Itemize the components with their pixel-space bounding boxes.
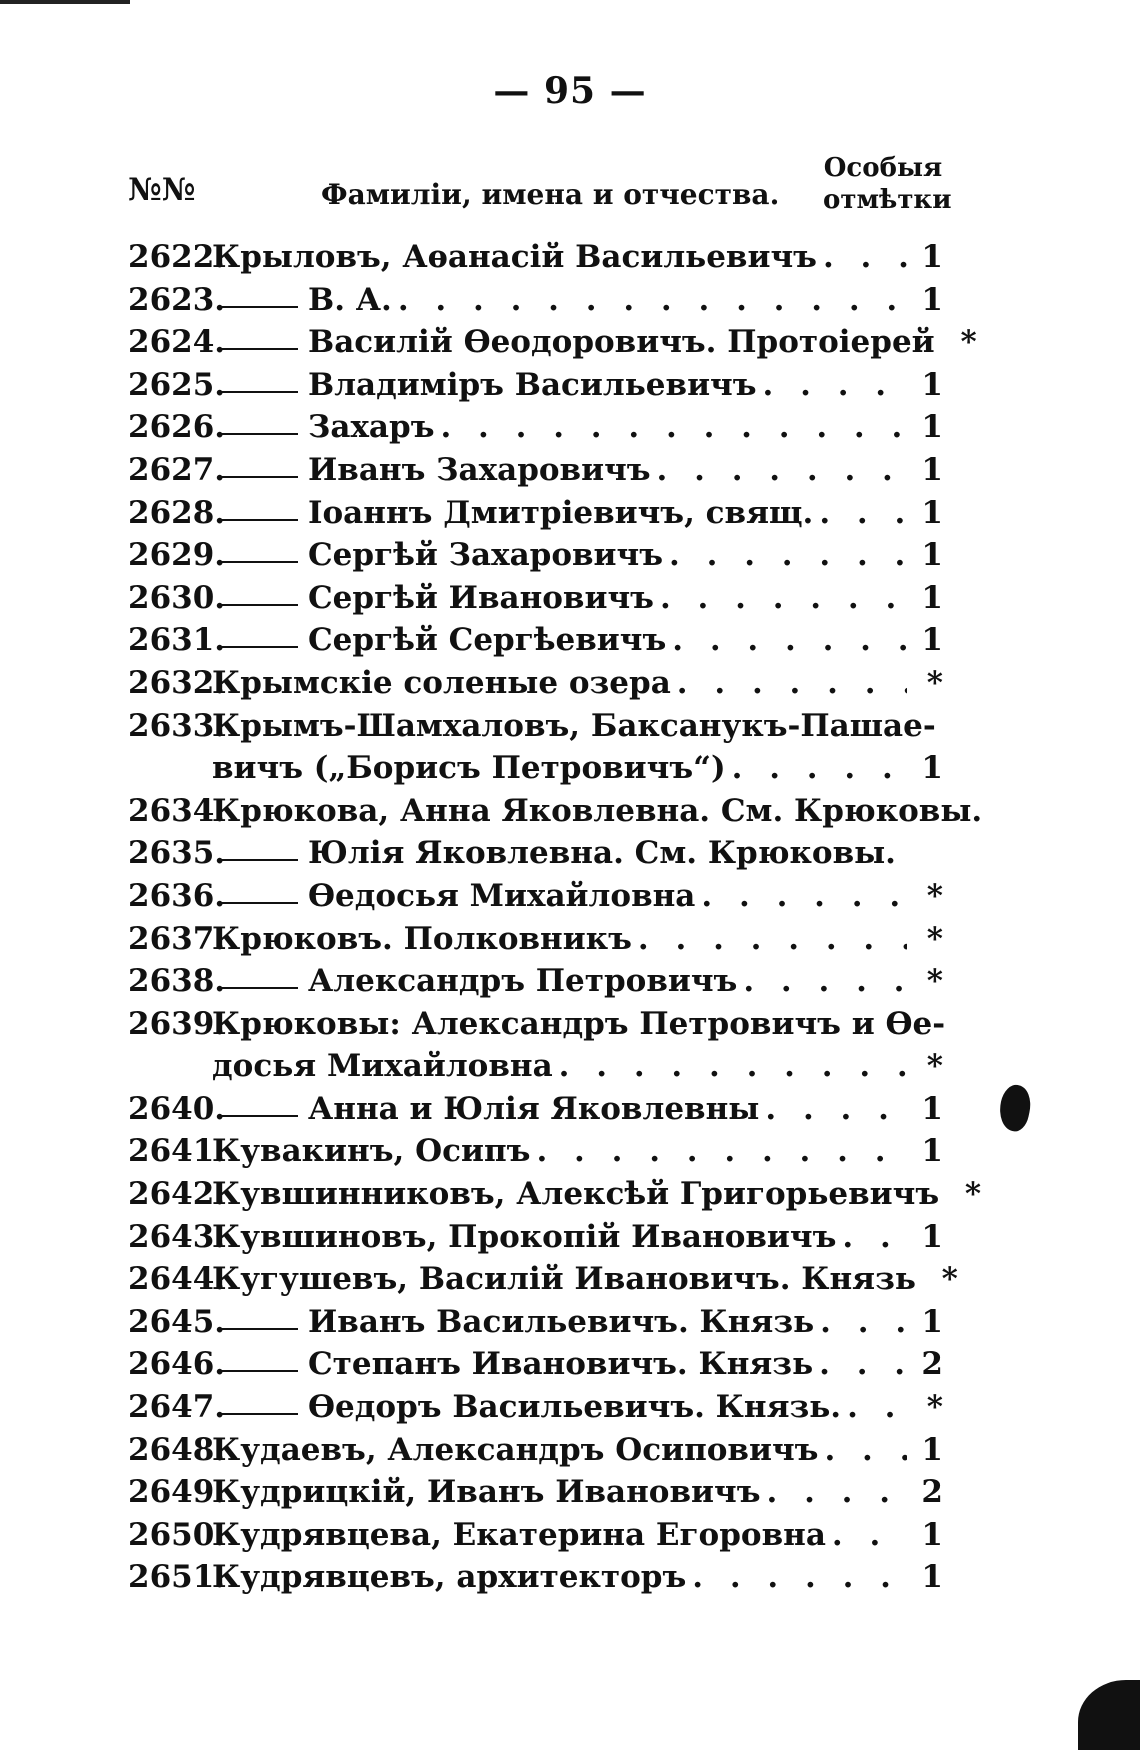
table-row bbox=[128, 790, 983, 833]
table-row bbox=[128, 279, 943, 322]
entry-number: 2650. bbox=[128, 1516, 226, 1553]
entry-name: Юлія Яковлевна. См. Крюковы. bbox=[308, 835, 896, 872]
leader-dots bbox=[757, 364, 907, 407]
table-row bbox=[128, 705, 943, 748]
leader-dots bbox=[760, 1471, 907, 1514]
table-row bbox=[128, 747, 943, 790]
entry-number: 2625. bbox=[128, 366, 226, 403]
table-row bbox=[128, 1386, 943, 1429]
entry-name: Крымскіе соленые озера bbox=[212, 664, 671, 701]
header-marks-line2: отмѣтки bbox=[823, 185, 952, 215]
entry-number: 2622. bbox=[128, 239, 226, 275]
leader-dots bbox=[651, 449, 907, 492]
entry-number: 2630. bbox=[128, 579, 226, 616]
table-row bbox=[128, 1045, 943, 1088]
entry-number: 2637. bbox=[128, 920, 226, 957]
table-row bbox=[128, 406, 943, 449]
entry-number: 2626. bbox=[128, 409, 226, 446]
entry-name: Кудрицкій, Иванъ Ивановичъ bbox=[212, 1474, 761, 1511]
entry-name: Василій Ѳеодоровичъ. Протоіерей bbox=[308, 324, 935, 361]
entry-mark: 1 bbox=[921, 622, 943, 659]
ditto-dash bbox=[220, 604, 298, 606]
entry-list bbox=[128, 236, 983, 1599]
entry-number: 2634. bbox=[128, 792, 226, 829]
entry-number: 2644. bbox=[128, 1261, 226, 1298]
entry-number: 2640. bbox=[128, 1090, 226, 1127]
table-row bbox=[128, 364, 943, 407]
entry-number: 2651. bbox=[128, 1559, 226, 1596]
entry-mark: 1 bbox=[921, 750, 943, 787]
leader-dots bbox=[818, 1429, 907, 1472]
entry-name: Захаръ bbox=[308, 409, 435, 446]
entry-number: 2648. bbox=[128, 1431, 226, 1468]
entry-name: Кудрявцевъ, архитекторъ bbox=[212, 1559, 687, 1596]
ditto-dash bbox=[220, 306, 298, 308]
entry-name: Сергѣй Сергѣевичъ bbox=[308, 622, 667, 659]
leader-dots bbox=[695, 875, 907, 918]
entry-name: Иванъ Васильевичъ. Князь bbox=[308, 1303, 815, 1340]
entry-number: 2647. bbox=[128, 1389, 226, 1426]
entry-mark: * bbox=[926, 877, 943, 914]
leader-dots bbox=[632, 918, 907, 961]
table-row bbox=[128, 577, 943, 620]
ditto-dash bbox=[220, 1328, 298, 1330]
entry-number: 2624. bbox=[128, 324, 226, 361]
entry-number: 2623. bbox=[128, 281, 226, 318]
leader-dots bbox=[759, 1088, 907, 1131]
header-name-column: Фамиліи, имена и отчества. bbox=[321, 178, 780, 211]
entry-name: Крюкова, Анна Яковлевна. См. Крюковы. bbox=[212, 792, 983, 829]
header-number-column: №№ bbox=[128, 172, 196, 208]
ditto-dash bbox=[220, 902, 298, 904]
table-row bbox=[128, 1216, 943, 1259]
table-row bbox=[128, 1088, 943, 1131]
leader-dots bbox=[553, 1045, 907, 1088]
entry-number: 2642. bbox=[128, 1176, 226, 1213]
entry-number: 2646. bbox=[128, 1346, 226, 1383]
ink-blot bbox=[996, 1082, 1035, 1133]
entry-name: Крюковъ. Полковникъ bbox=[212, 920, 632, 957]
table-row bbox=[128, 1301, 943, 1344]
leader-dots bbox=[826, 1514, 907, 1557]
entry-mark: 1 bbox=[921, 1516, 943, 1553]
entry-name: В. А. bbox=[308, 281, 392, 318]
entry-number: 2636. bbox=[128, 877, 226, 914]
table-row bbox=[128, 321, 977, 364]
table-row bbox=[128, 832, 943, 875]
ditto-dash bbox=[220, 859, 298, 861]
entry-mark: 1 bbox=[921, 1431, 943, 1468]
table-header bbox=[128, 150, 952, 230]
entry-mark: 1 bbox=[921, 239, 943, 275]
leader-dots bbox=[813, 1343, 907, 1386]
entry-mark: 1 bbox=[921, 1559, 943, 1596]
ditto-dash bbox=[220, 561, 298, 563]
entry-mark: 1 bbox=[921, 409, 943, 446]
ditto-dash bbox=[220, 391, 298, 393]
entry-name: Крыловъ, Аѳанасій Васильевичъ bbox=[212, 239, 817, 275]
table-row bbox=[128, 492, 943, 535]
leader-dots bbox=[654, 577, 907, 620]
entry-mark: * bbox=[926, 963, 943, 1000]
entry-mark: 1 bbox=[921, 1133, 943, 1170]
entry-mark: 1 bbox=[921, 366, 943, 403]
entry-mark: 1 bbox=[921, 281, 943, 318]
table-row bbox=[128, 960, 943, 1003]
table-row bbox=[128, 1173, 982, 1216]
entry-mark: * bbox=[926, 920, 943, 957]
entry-number: 2628. bbox=[128, 494, 226, 531]
leader-dots bbox=[726, 747, 907, 790]
entry-number: 2629. bbox=[128, 537, 226, 574]
entry-name: Крюковы: Александръ Петровичъ и Ѳе- bbox=[212, 1005, 946, 1042]
entry-name: Иванъ Захаровичъ bbox=[308, 451, 651, 488]
entry-name: Кудаевъ, Александръ Осиповичъ bbox=[212, 1431, 819, 1468]
table-row bbox=[128, 1003, 946, 1046]
ditto-dash bbox=[220, 646, 298, 648]
ditto-dash bbox=[220, 519, 298, 521]
ditto-dash bbox=[220, 1115, 298, 1117]
table-row bbox=[128, 875, 943, 918]
entry-mark: * bbox=[960, 324, 977, 361]
entry-mark: 2 bbox=[921, 1474, 943, 1511]
table-row bbox=[128, 1130, 943, 1173]
page-edge-mark bbox=[0, 0, 130, 4]
table-row bbox=[128, 1429, 943, 1472]
table-row bbox=[128, 1343, 943, 1386]
entry-mark: 1 bbox=[921, 1090, 943, 1127]
entry-number: 2635. bbox=[128, 835, 226, 872]
leader-dots bbox=[530, 1130, 907, 1173]
entry-number: 2627. bbox=[128, 451, 226, 488]
entry-name: Кудрявцева, Екатерина Егоровна bbox=[212, 1516, 826, 1553]
leader-dots bbox=[814, 1301, 907, 1344]
leader-dots bbox=[434, 406, 907, 449]
entry-number: 2633. bbox=[128, 707, 226, 744]
ditto-dash bbox=[220, 433, 298, 435]
entry-name: досья Михайловна bbox=[212, 1048, 553, 1085]
leader-dots bbox=[817, 236, 907, 279]
entry-name: Кувшиновъ, Прокопій Ивановичъ bbox=[212, 1218, 837, 1255]
entry-number: 2638. bbox=[128, 963, 226, 1000]
entry-mark: * bbox=[926, 664, 943, 701]
entry-name: Степанъ Ивановичъ. Князь bbox=[308, 1346, 814, 1383]
leader-dots bbox=[841, 1386, 907, 1429]
entry-name: Сергѣй Захаровичъ bbox=[308, 537, 664, 574]
leader-dots bbox=[737, 960, 907, 1003]
ditto-dash bbox=[220, 1370, 298, 1372]
table-row bbox=[128, 1471, 943, 1514]
entry-name: Кугушевъ, Василій Ивановичъ. Князь bbox=[212, 1261, 916, 1298]
leader-dots bbox=[686, 1556, 907, 1599]
entry-name: Сергѣй Ивановичъ bbox=[308, 579, 654, 616]
entry-number: 2649. bbox=[128, 1474, 226, 1511]
entry-mark: 1 bbox=[921, 494, 943, 531]
ditto-dash bbox=[220, 348, 298, 350]
entry-name: Кувшинниковъ, Алексѣй Григорьевичъ bbox=[212, 1176, 940, 1213]
entry-name: Ѳедосья Михайловна bbox=[308, 877, 696, 914]
table-row bbox=[128, 449, 943, 492]
table-row bbox=[128, 1556, 943, 1599]
entry-number: 2639. bbox=[128, 1005, 226, 1042]
leader-dots bbox=[663, 534, 907, 577]
page-corner-shadow bbox=[1078, 1680, 1140, 1750]
header-marks-column bbox=[823, 152, 952, 216]
leader-dots bbox=[813, 492, 907, 535]
entry-number: 2645. bbox=[128, 1303, 226, 1340]
entry-mark: * bbox=[926, 1389, 943, 1426]
page-number: — 95 — bbox=[493, 70, 647, 112]
entry-name: вичъ („Борисъ Петровичъ“) bbox=[212, 750, 726, 787]
entry-name: Анна и Юлія Яковлевны bbox=[308, 1090, 760, 1127]
entry-mark: 2 bbox=[921, 1346, 943, 1383]
entry-name: Александръ Петровичъ bbox=[308, 963, 738, 1000]
entry-mark: 1 bbox=[921, 579, 943, 616]
table-row bbox=[128, 918, 943, 961]
entry-mark: * bbox=[926, 1048, 943, 1085]
entry-name: Іоаннъ Дмитріевичъ, свящ. bbox=[308, 494, 814, 531]
leader-dots bbox=[671, 662, 907, 705]
entry-name: Владиміръ Васильевичъ bbox=[308, 366, 757, 403]
leader-dots bbox=[666, 619, 907, 662]
entry-number: 2641. bbox=[128, 1133, 226, 1170]
entry-mark: 1 bbox=[921, 451, 943, 488]
ditto-dash bbox=[220, 987, 298, 989]
entry-mark: 1 bbox=[921, 1303, 943, 1340]
entry-name: Крымъ-Шамхаловъ, Баксанукъ-Пашае- bbox=[212, 707, 936, 744]
table-row bbox=[128, 662, 943, 705]
entry-number: 2643. bbox=[128, 1218, 226, 1255]
entry-mark: * bbox=[964, 1176, 982, 1213]
table-row bbox=[128, 534, 943, 577]
header-marks-line1: Особыя bbox=[823, 153, 943, 183]
ditto-dash bbox=[220, 476, 298, 478]
table-row bbox=[128, 1258, 958, 1301]
entry-number: 2632. bbox=[128, 664, 226, 701]
entry-number: 2631. bbox=[128, 622, 226, 659]
ditto-dash bbox=[220, 1413, 298, 1415]
entry-mark: 1 bbox=[921, 537, 943, 574]
table-row bbox=[128, 619, 943, 662]
entry-name: Ѳедоръ Васильевичъ. Князь. bbox=[308, 1389, 842, 1426]
table-row bbox=[128, 1514, 943, 1557]
leader-dots bbox=[836, 1216, 907, 1259]
table-row bbox=[128, 236, 943, 279]
entry-mark: * bbox=[941, 1261, 958, 1298]
entry-mark: 1 bbox=[921, 1218, 943, 1255]
leader-dots bbox=[392, 279, 907, 322]
entry-name: Кувакинъ, Осипъ bbox=[212, 1133, 531, 1170]
